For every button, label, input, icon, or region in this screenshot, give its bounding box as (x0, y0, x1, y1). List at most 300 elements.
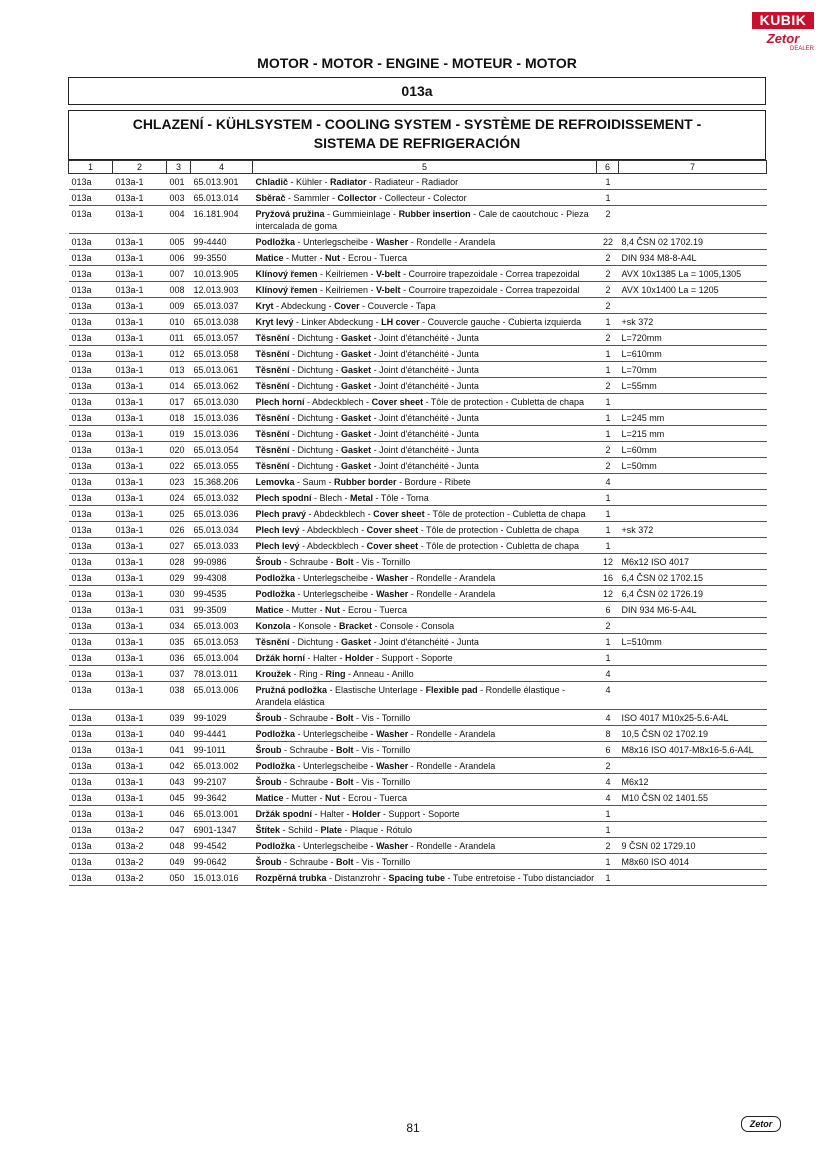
table-row (69, 266, 767, 282)
cell-position: 029 (167, 570, 191, 586)
cell-quantity: 1 (597, 314, 619, 330)
cell-section: 013a (69, 362, 113, 378)
cell-note: L=720mm (619, 330, 767, 346)
cell-position: 042 (167, 758, 191, 774)
description-text: - Unterlegscheibe - (295, 237, 377, 247)
description-bold: Štítek (255, 825, 281, 835)
cell-description (253, 234, 597, 250)
cell-group: 013a-1 (113, 774, 167, 790)
table-row (69, 522, 767, 538)
cell-section: 013a (69, 854, 113, 870)
description-bold: Nut (325, 605, 341, 615)
description-bold: Gasket (341, 333, 372, 343)
cell-section: 013a (69, 234, 113, 250)
cell-part-number: 65.013.036 (191, 506, 253, 522)
cell-position: 038 (167, 682, 191, 710)
description-bold: Těsnění (255, 349, 290, 359)
cell-note: 8,4 ČSN 02 1702.19 (619, 234, 767, 250)
description-text: - Schraube - (281, 557, 337, 567)
cell-part-number: 99-4308 (191, 570, 253, 586)
description-text: - Vis - Tornillo (353, 745, 411, 755)
table-row (69, 742, 767, 758)
description-bold: Těsnění (255, 365, 290, 375)
cell-section: 013a (69, 314, 113, 330)
description-bold: Cover sheet (366, 525, 419, 535)
cell-description (253, 410, 597, 426)
cell-section: 013a (69, 666, 113, 682)
cell-quantity: 1 (597, 190, 619, 206)
cell-group: 013a-1 (113, 474, 167, 490)
description-text: - Joint d'étanchéité - Junta (371, 413, 479, 423)
column-header: 5 (253, 161, 597, 174)
table-row (69, 726, 767, 742)
cell-description (253, 506, 597, 522)
description-bold: Šroub (255, 557, 282, 567)
cell-quantity: 1 (597, 346, 619, 362)
cell-position: 001 (167, 174, 191, 190)
cell-note (619, 806, 767, 822)
cell-group: 013a-2 (113, 870, 167, 886)
cell-part-number: 65.013.055 (191, 458, 253, 474)
description-bold: Rubber border (334, 477, 397, 487)
cell-part-number: 65.013.034 (191, 522, 253, 538)
cell-position: 028 (167, 554, 191, 570)
description-bold: Ring (325, 669, 346, 679)
cell-quantity: 1 (597, 174, 619, 190)
cell-part-number: 99-1029 (191, 710, 253, 726)
cell-group: 013a-1 (113, 742, 167, 758)
table-row (69, 410, 767, 426)
cell-section: 013a (69, 618, 113, 634)
cell-part-number: 12.013.903 (191, 282, 253, 298)
description-text: - Bordure - Ribete (396, 477, 471, 487)
description-text: - Support - Soporte (380, 809, 460, 819)
cell-note (619, 506, 767, 522)
cell-quantity: 16 (597, 570, 619, 586)
description-text: - Tôle de protection - Cubletta de chapa (418, 541, 580, 551)
cell-position: 013 (167, 362, 191, 378)
cell-quantity: 2 (597, 442, 619, 458)
cell-quantity: 4 (597, 474, 619, 490)
description-bold: Rozpěrná trubka (255, 873, 327, 883)
description-bold: Gasket (341, 365, 372, 375)
cell-position: 039 (167, 710, 191, 726)
description-bold: Plech levý (255, 541, 300, 551)
cell-description (253, 362, 597, 378)
description-text: - Mutter - (283, 605, 326, 615)
description-text: - Rondelle élastique - Arandela elástica (255, 685, 566, 707)
description-bold: Gasket (341, 429, 372, 439)
cell-section: 013a (69, 806, 113, 822)
cell-note (619, 474, 767, 490)
cell-position: 034 (167, 618, 191, 634)
cell-description (253, 774, 597, 790)
description-text: - Vis - Tornillo (353, 857, 411, 867)
description-bold: Washer (376, 573, 409, 583)
cell-part-number: 99-4440 (191, 234, 253, 250)
cell-description (253, 522, 597, 538)
cell-quantity: 1 (597, 538, 619, 554)
description-text: - Abdeckblech - (299, 525, 367, 535)
description-bold: Šroub (255, 745, 282, 755)
cell-group: 013a-1 (113, 410, 167, 426)
cell-section: 013a (69, 426, 113, 442)
table-row (69, 822, 767, 838)
description-bold: Washer (376, 589, 409, 599)
page-number: 81 (406, 1121, 420, 1135)
column-header: 7 (619, 161, 767, 174)
cell-section: 013a (69, 442, 113, 458)
description-bold: Holder (345, 653, 374, 663)
cell-quantity: 2 (597, 758, 619, 774)
cell-position: 048 (167, 838, 191, 854)
description-bold: LH cover (381, 317, 420, 327)
description-bold: Podložka (255, 761, 296, 771)
cell-quantity: 1 (597, 650, 619, 666)
description-text: - Anneau - Anillo (345, 669, 414, 679)
description-bold: Bolt (336, 557, 354, 567)
cell-group: 013a-1 (113, 602, 167, 618)
description-bold: Gasket (341, 461, 372, 471)
cell-position: 009 (167, 298, 191, 314)
page-title: MOTOR - MOTOR - ENGINE - MOTEUR - MOTOR (257, 55, 577, 71)
description-text: - Schild - (280, 825, 321, 835)
description-bold: Kryt (255, 301, 274, 311)
cell-quantity: 2 (597, 458, 619, 474)
description-text: - Collecteur - Colector (376, 193, 467, 203)
cell-description (253, 870, 597, 886)
table-row (69, 838, 767, 854)
description-bold: Těsnění (255, 461, 290, 471)
cell-description (253, 206, 597, 234)
cell-quantity: 1 (597, 394, 619, 410)
description-bold: Podložka (255, 729, 296, 739)
description-text: - Dichtung - (289, 413, 342, 423)
description-text: - Joint d'étanchéité - Junta (371, 349, 479, 359)
cell-part-number: 65.013.037 (191, 298, 253, 314)
cell-group: 013a-1 (113, 282, 167, 298)
cell-note (619, 190, 767, 206)
cell-note: L=60mm (619, 442, 767, 458)
cell-position: 043 (167, 774, 191, 790)
cell-quantity: 2 (597, 330, 619, 346)
cell-position: 023 (167, 474, 191, 490)
cell-group: 013a-1 (113, 666, 167, 682)
cell-description (253, 298, 597, 314)
cell-part-number: 99-3509 (191, 602, 253, 618)
cell-quantity: 22 (597, 234, 619, 250)
description-bold: Cover sheet (371, 397, 424, 407)
cell-part-number: 65.013.058 (191, 346, 253, 362)
cell-position: 036 (167, 650, 191, 666)
description-text: - Vis - Tornillo (353, 777, 411, 787)
table-row (69, 458, 767, 474)
description-bold: Těsnění (255, 429, 290, 439)
cell-group: 013a-2 (113, 822, 167, 838)
cell-quantity: 1 (597, 490, 619, 506)
cell-description (253, 346, 597, 362)
description-text: - Mutter - (283, 253, 326, 263)
cell-description (253, 806, 597, 822)
cell-section: 013a (69, 394, 113, 410)
description-bold: Pryžová pružina (255, 209, 325, 219)
cell-section: 013a (69, 870, 113, 886)
cell-position: 024 (167, 490, 191, 506)
cell-description (253, 282, 597, 298)
description-bold: Konzola (255, 621, 291, 631)
cell-part-number: 99-0642 (191, 854, 253, 870)
cell-note: 10,5 ČSN 02 1702.19 (619, 726, 767, 742)
cell-section: 013a (69, 174, 113, 190)
cell-group: 013a-2 (113, 838, 167, 854)
cell-part-number: 99-2107 (191, 774, 253, 790)
description-text: - Ring - (291, 669, 326, 679)
description-text: - Keilriemen - (317, 285, 377, 295)
cell-section: 013a (69, 506, 113, 522)
description-text: - Dichtung - (289, 429, 342, 439)
parts-table (68, 160, 767, 886)
description-bold: Nut (325, 253, 341, 263)
cell-note: AVX 10x1385 La = 1005,1305 (619, 266, 767, 282)
cell-note: AVX 10x1400 La = 1205 (619, 282, 767, 298)
description-bold: Gasket (341, 445, 372, 455)
description-bold: Metal (350, 493, 374, 503)
cell-group: 013a-1 (113, 394, 167, 410)
description-text: - Courroire trapezoidale - Correa trapezoidal (400, 269, 580, 279)
cell-group: 013a-2 (113, 854, 167, 870)
description-text: - Joint d'étanchéité - Junta (371, 461, 479, 471)
cell-note: L=510mm (619, 634, 767, 650)
cell-part-number: 15.013.036 (191, 410, 253, 426)
cell-note: DIN 934 M6-5-A4L (619, 602, 767, 618)
cell-quantity: 4 (597, 774, 619, 790)
cell-quantity: 2 (597, 250, 619, 266)
cell-section: 013a (69, 522, 113, 538)
description-text: - Schraube - (281, 713, 337, 723)
cell-section: 013a (69, 838, 113, 854)
cell-position: 003 (167, 190, 191, 206)
cell-section: 013a (69, 538, 113, 554)
cell-group: 013a-1 (113, 790, 167, 806)
cell-part-number: 65.013.003 (191, 618, 253, 634)
description-text: - Ecrou - Tuerca (340, 793, 408, 803)
cell-quantity: 4 (597, 790, 619, 806)
cell-group: 013a-1 (113, 330, 167, 346)
cell-description (253, 726, 597, 742)
description-bold: Gasket (341, 637, 372, 647)
description-text: - Dichtung - (289, 445, 342, 455)
cell-part-number: 99-1011 (191, 742, 253, 758)
table-row (69, 710, 767, 726)
description-bold: Držák spodní (255, 809, 313, 819)
cell-note: L=70mm (619, 362, 767, 378)
cell-note: 9 ČSN 02 1729.10 (619, 838, 767, 854)
cell-quantity: 4 (597, 666, 619, 682)
description-text: - Dichtung - (289, 381, 342, 391)
table-row (69, 346, 767, 362)
description-bold: Podložka (255, 841, 296, 851)
table-row (69, 250, 767, 266)
description-text: - Abdeckblech - (304, 397, 372, 407)
cell-note: DIN 934 M8-8-A4L (619, 250, 767, 266)
description-bold: Gasket (341, 349, 372, 359)
cell-part-number: 99-4535 (191, 586, 253, 602)
cell-group: 013a-1 (113, 806, 167, 822)
cell-part-number: 78.013.011 (191, 666, 253, 682)
description-bold: Šroub (255, 713, 282, 723)
cell-quantity: 1 (597, 506, 619, 522)
cell-description (253, 330, 597, 346)
cell-section: 013a (69, 682, 113, 710)
table-row (69, 650, 767, 666)
cell-description (253, 586, 597, 602)
description-text: - Gummieinlage - (324, 209, 399, 219)
cell-section: 013a (69, 346, 113, 362)
cell-part-number: 99-0986 (191, 554, 253, 570)
description-text: - Rondelle - Arandela (408, 761, 496, 771)
description-text: - Abdeckung - (273, 301, 335, 311)
column-header: 4 (191, 161, 253, 174)
cell-description (253, 426, 597, 442)
cell-description (253, 570, 597, 586)
description-text: - Joint d'étanchéité - Junta (371, 445, 479, 455)
cell-section: 013a (69, 410, 113, 426)
description-text: - Joint d'étanchéité - Junta (371, 429, 479, 439)
cell-section: 013a (69, 586, 113, 602)
description-text: - Saum - (294, 477, 335, 487)
cell-section: 013a (69, 790, 113, 806)
cell-position: 046 (167, 806, 191, 822)
table-row (69, 394, 767, 410)
description-bold: Bolt (336, 857, 354, 867)
cell-section: 013a (69, 282, 113, 298)
cell-note (619, 174, 767, 190)
zetor-footer-logo: Zetor (741, 1116, 781, 1132)
cell-part-number: 65.013.002 (191, 758, 253, 774)
table-row (69, 634, 767, 650)
cell-group: 013a-1 (113, 490, 167, 506)
cell-section: 013a (69, 458, 113, 474)
description-text: - Unterlegscheibe - (295, 573, 377, 583)
description-bold: Spacing tube (388, 873, 446, 883)
cell-position: 018 (167, 410, 191, 426)
description-text: - Tôle de protection - Cubletta de chapa (423, 397, 585, 407)
cell-quantity: 2 (597, 206, 619, 234)
cell-part-number: 65.013.001 (191, 806, 253, 822)
description-bold: Klínový řemen (255, 269, 318, 279)
table-row (69, 790, 767, 806)
cell-note (619, 298, 767, 314)
description-text: - Elastische Unterlage - (327, 685, 426, 695)
description-bold: Plate (320, 825, 343, 835)
cell-position: 041 (167, 742, 191, 758)
description-text: - Abdeckblech - (306, 509, 374, 519)
cell-position: 030 (167, 586, 191, 602)
description-text: - Schraube - (281, 745, 337, 755)
cell-note: +sk 372 (619, 314, 767, 330)
cell-description (253, 618, 597, 634)
description-bold: Bracket (339, 621, 373, 631)
cell-position: 006 (167, 250, 191, 266)
description-text: - Joint d'étanchéité - Junta (371, 381, 479, 391)
cell-quantity: 2 (597, 378, 619, 394)
cell-quantity: 1 (597, 426, 619, 442)
cell-quantity: 6 (597, 602, 619, 618)
cell-group: 013a-1 (113, 206, 167, 234)
description-bold: V-belt (376, 269, 401, 279)
description-text: - Unterlegscheibe - (295, 841, 377, 851)
cell-quantity: 1 (597, 870, 619, 886)
description-bold: Pružná podložka (255, 685, 328, 695)
description-bold: Plech levý (255, 525, 300, 535)
section-title: CHLAZENÍ - KÜHLSYSTEM - COOLING SYSTEM - SYSTÈME DE REFROIDISSEMENT - SISTEMA DE REFRIGERACIÓN (132, 116, 702, 151)
cell-position: 035 (167, 634, 191, 650)
description-text: - Rondelle - Arandela (408, 589, 496, 599)
description-bold: Cover sheet (366, 541, 419, 551)
description-bold: Plech spodní (255, 493, 312, 503)
description-bold: Těsnění (255, 445, 290, 455)
description-bold: Plech horní (255, 397, 305, 407)
description-text: - Unterlegscheibe - (295, 729, 377, 739)
description-bold: Sběrač (255, 193, 286, 203)
cell-description (253, 394, 597, 410)
cell-note: M6x12 ISO 4017 (619, 554, 767, 570)
table-row (69, 314, 767, 330)
cell-description (253, 190, 597, 206)
description-text: - Halter - (312, 809, 353, 819)
cell-note (619, 394, 767, 410)
cell-group: 013a-1 (113, 650, 167, 666)
cell-position: 025 (167, 506, 191, 522)
cell-note: ISO 4017 M10x25-5.6-A4L (619, 710, 767, 726)
table-row (69, 174, 767, 190)
cell-quantity: 1 (597, 522, 619, 538)
description-text: - Dichtung - (289, 637, 342, 647)
description-bold: Nut (325, 793, 341, 803)
description-bold: Washer (376, 729, 409, 739)
cell-section: 013a (69, 554, 113, 570)
description-bold: Radiator (330, 177, 367, 187)
description-text: - Tube entretoise - Tubo distanciador (445, 873, 595, 883)
description-text: - Couvercle - Tapa (359, 301, 436, 311)
description-bold: Washer (376, 761, 409, 771)
cell-quantity: 4 (597, 710, 619, 726)
cell-description (253, 822, 597, 838)
cell-group: 013a-1 (113, 266, 167, 282)
cell-group: 013a-1 (113, 190, 167, 206)
parts-table-body (69, 174, 767, 886)
description-text: - Linker Abdeckung - (293, 317, 382, 327)
cell-position: 047 (167, 822, 191, 838)
cell-position: 017 (167, 394, 191, 410)
cell-section: 013a (69, 250, 113, 266)
table-row (69, 282, 767, 298)
description-text: - Cale de caoutchouc - Pieza intercalada de goma (255, 209, 589, 231)
table-row (69, 618, 767, 634)
cell-section: 013a (69, 634, 113, 650)
cell-group: 013a-1 (113, 570, 167, 586)
description-text: - Support - Soporte (373, 653, 453, 663)
cell-position: 010 (167, 314, 191, 330)
cell-note: 6,4 ČSN 02 1726.19 (619, 586, 767, 602)
cell-group: 013a-1 (113, 458, 167, 474)
cell-part-number: 99-3642 (191, 790, 253, 806)
cell-note (619, 650, 767, 666)
cell-description (253, 758, 597, 774)
cell-description (253, 474, 597, 490)
cell-group: 013a-1 (113, 634, 167, 650)
cell-description (253, 250, 597, 266)
